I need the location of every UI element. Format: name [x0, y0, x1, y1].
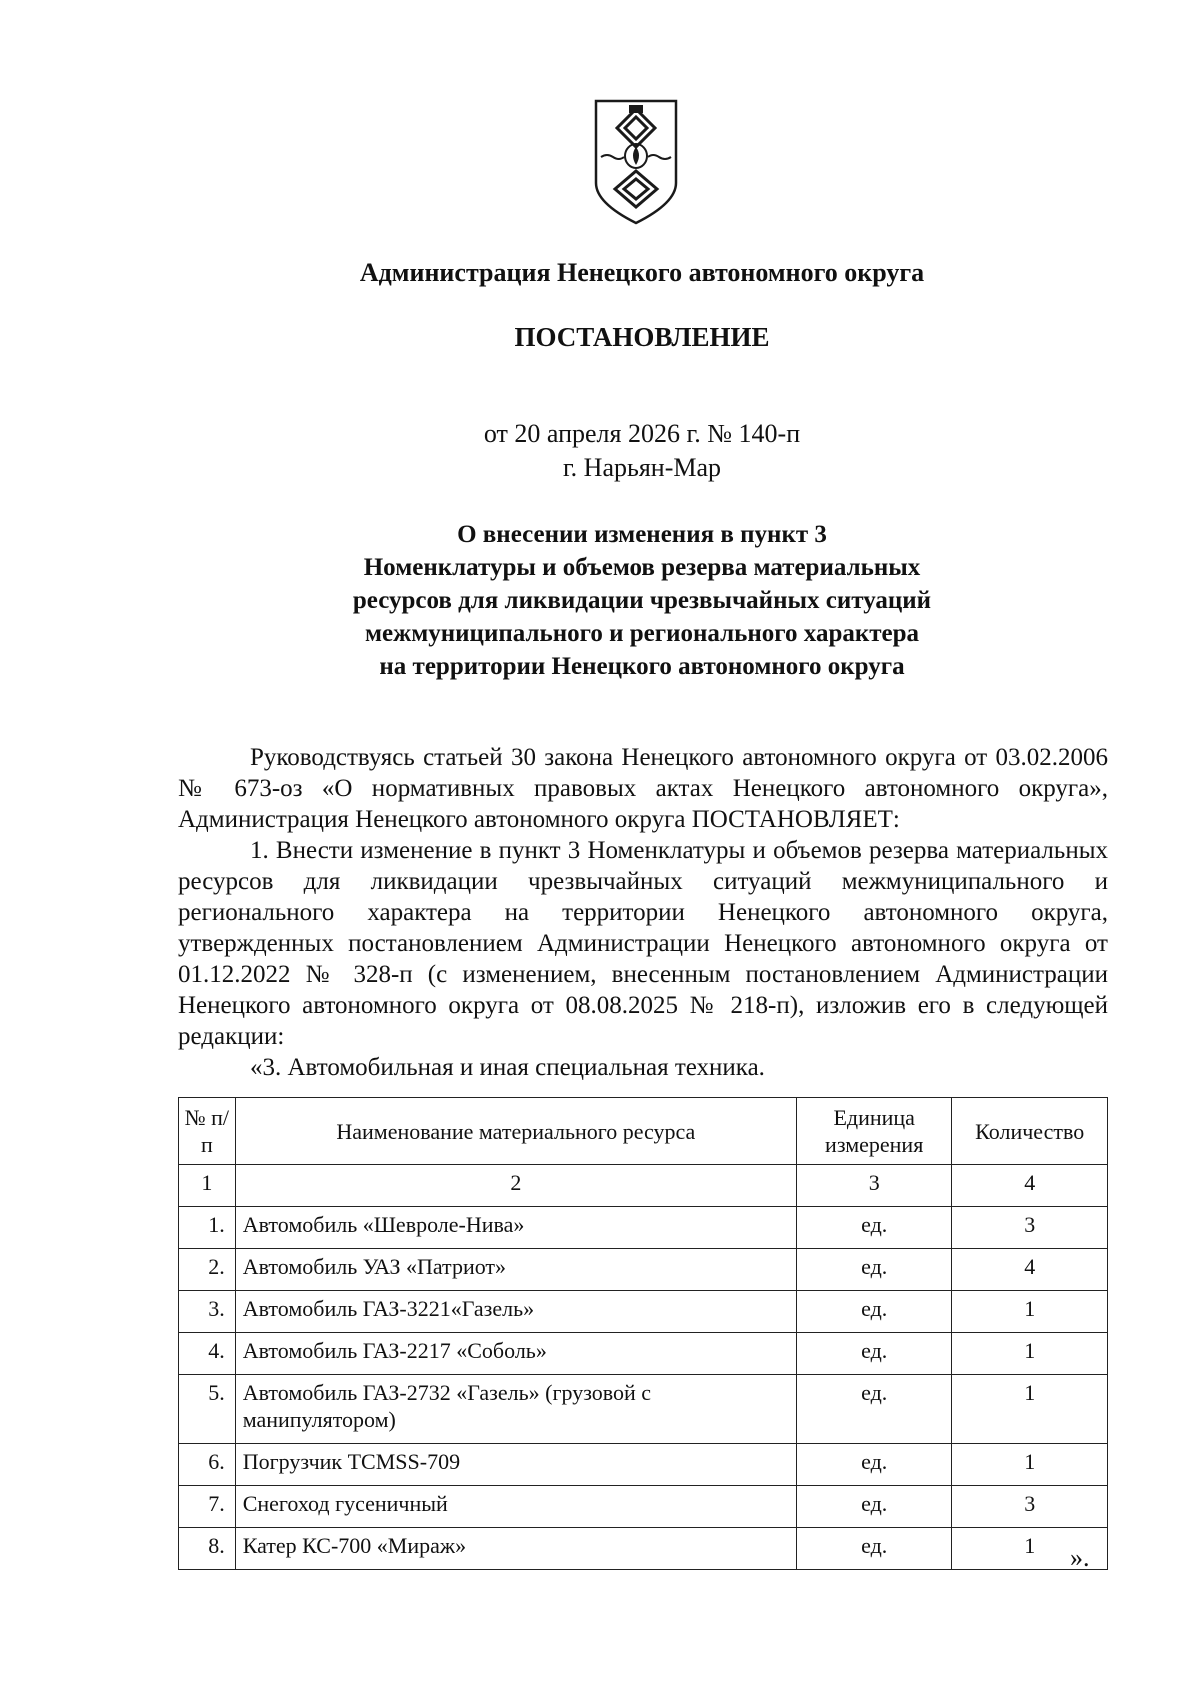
- paragraph-resolution: 1. Внести изменение в пункт 3 Номенклатуры и объемов резерва материальных ресурсов для ликвидации чрезвычайных ситуаций межмуниципального и регионального характера на территории Ненецкого автономного округа, утвержденных постановлением Администрации Ненецкого автономного округа от 01.12.2022 № 328-п (с изменением, внесенным постановлением Администрации Ненецкого автономного округа от 08.08.2025 № 218-п), изложив его в следующей редакции:: [178, 837, 1108, 1050]
- row-num: 7.: [179, 1486, 236, 1528]
- row-num: 2.: [179, 1249, 236, 1291]
- header-qty: Количество: [952, 1098, 1108, 1165]
- date-block: [0, 417, 1200, 485]
- subject-line: О внесении изменения в пункт 3: [457, 521, 827, 548]
- header-unit: Единица измерения: [796, 1098, 951, 1165]
- date-number: от 20 апреля 2026 г. № 140-п: [483, 419, 801, 448]
- subject-line: на территории Ненецкого автономного округа: [379, 653, 905, 680]
- row-qty: 3: [952, 1207, 1108, 1249]
- row-unit: ед.: [796, 1249, 951, 1291]
- row-qty: 1: [952, 1333, 1108, 1375]
- table-row: [179, 1375, 1108, 1444]
- header-name: Наименование материального ресурса: [235, 1098, 796, 1165]
- row-qty: 1: [952, 1375, 1108, 1444]
- row-name: Погрузчик TCMSS-709: [235, 1444, 796, 1486]
- subject-line: Номенклатуры и объемов резерва материальных: [363, 554, 921, 581]
- table-row: [179, 1528, 1108, 1570]
- document-body: [178, 742, 1108, 1083]
- resource-table: [178, 1097, 1108, 1570]
- paragraph-basis: Руководствуясь статьей 30 закона Ненецкого автономного округа от 03.02.2006 № 673-оз «О нормативных правовых актах Ненецкого автономного округа», Администрация Ненецкого автономного округа ПОСТАНОВЛЯЕТ:: [178, 744, 1108, 833]
- table-row: [179, 1291, 1108, 1333]
- row-unit: ед.: [796, 1486, 951, 1528]
- row-name: Катер КС-700 «Мираж»: [235, 1528, 796, 1570]
- table-row: [179, 1333, 1108, 1375]
- row-unit: ед.: [796, 1375, 951, 1444]
- row-name: Автомобиль ГАЗ-2732 «Газель» (грузовой с манипулятором): [235, 1375, 796, 1444]
- row-num: 1.: [179, 1207, 236, 1249]
- row-name: Автомобиль ГАЗ-2217 «Соболь»: [235, 1333, 796, 1375]
- row-qty: 1: [952, 1528, 1108, 1570]
- organization-name: Администрация Ненецкого автономного округа: [359, 258, 925, 287]
- row-num: 5.: [179, 1375, 236, 1444]
- index-cell: 2: [235, 1165, 796, 1207]
- row-qty: 3: [952, 1486, 1108, 1528]
- row-num: 8.: [179, 1528, 236, 1570]
- row-unit: ед.: [796, 1333, 951, 1375]
- row-qty: 1: [952, 1444, 1108, 1486]
- subject-line: межмуниципального и регионального характера: [364, 620, 920, 647]
- resource-table-wrapper: [178, 1097, 1108, 1570]
- table-row: [179, 1249, 1108, 1291]
- row-name: Автомобиль ГАЗ-3221«Газель»: [235, 1291, 796, 1333]
- table-row: [179, 1486, 1108, 1528]
- header-num: № п/п: [179, 1098, 236, 1165]
- coat-of-arms-icon: [593, 99, 679, 227]
- document-subject: [280, 518, 1004, 683]
- row-num: 4.: [179, 1333, 236, 1375]
- index-cell: 4: [952, 1165, 1108, 1207]
- row-num: 6.: [179, 1444, 236, 1486]
- table-header-row: [179, 1098, 1108, 1165]
- document-type: ПОСТАНОВЛЕНИЕ: [514, 322, 770, 352]
- table-row: [179, 1207, 1108, 1249]
- index-cell: 3: [796, 1165, 951, 1207]
- row-unit: ед.: [796, 1207, 951, 1249]
- closing-quote-mark: ».: [1070, 1543, 1090, 1572]
- row-num: 3.: [179, 1291, 236, 1333]
- row-name: Автомобиль «Шевроле-Нива»: [235, 1207, 796, 1249]
- row-qty: 4: [952, 1249, 1108, 1291]
- row-unit: ед.: [796, 1291, 951, 1333]
- row-qty: 1: [952, 1291, 1108, 1333]
- index-cell: 1: [179, 1165, 236, 1207]
- row-unit: ед.: [796, 1444, 951, 1486]
- subject-line: ресурсов для ликвидации чрезвычайных ситуаций: [352, 587, 932, 614]
- row-name: Автомобиль УАЗ «Патриот»: [235, 1249, 796, 1291]
- row-unit: ед.: [796, 1528, 951, 1570]
- paragraph-item-3: «3. Автомобильная и иная специальная техника.: [250, 1054, 765, 1081]
- table-row: [179, 1444, 1108, 1486]
- city: г. Нарьян-Мар: [562, 453, 722, 482]
- row-name: Снегоход гусеничный: [235, 1486, 796, 1528]
- table-index-row: [179, 1165, 1108, 1207]
